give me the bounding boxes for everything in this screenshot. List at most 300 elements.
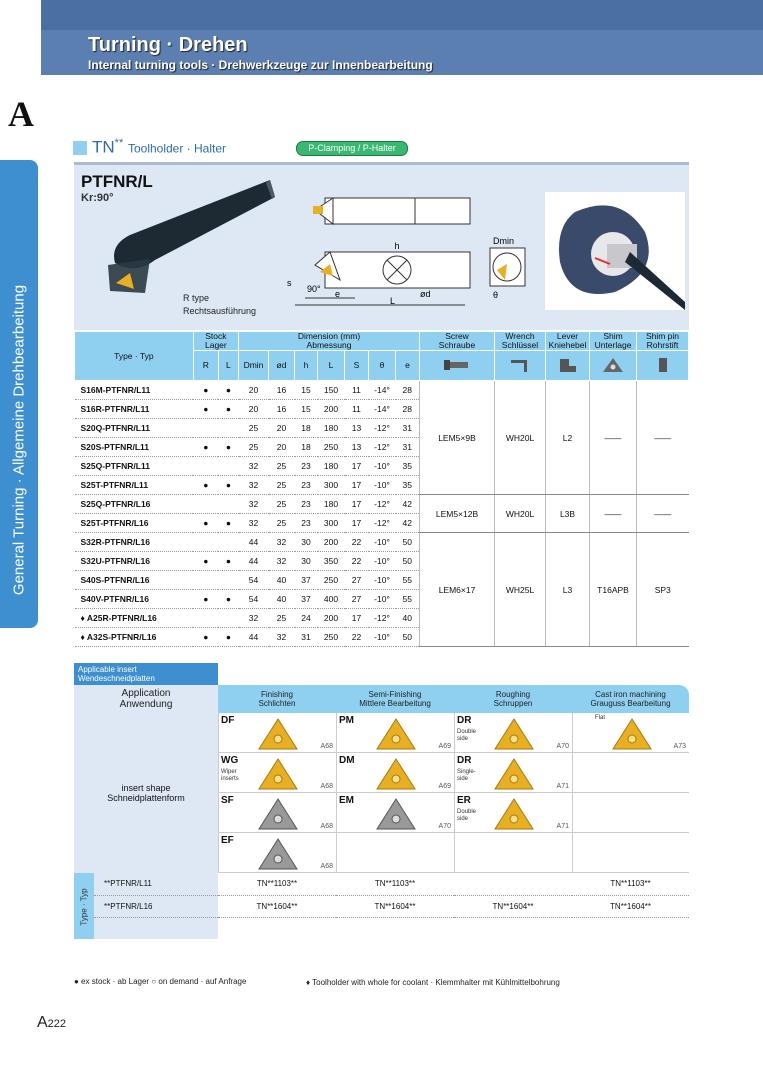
toolholder-label: Toolholder · Halter [127,141,227,156]
cell-dmin: 32 [239,476,269,495]
col-cast-de: Grauguss Bearbeitung [590,699,671,708]
type-row-name: **PTFNR/L16 [94,895,218,917]
cell-e: 42 [396,495,420,514]
cell-s: 22 [345,628,369,647]
group-wrench: WH20L [495,495,546,533]
cell-t: -12° [369,438,396,457]
label-od: ød [420,289,431,299]
label-e: e [335,289,341,299]
cell-r: ● [193,476,218,495]
toolholder-photo [100,175,275,300]
cell-h: 15 [295,400,318,419]
cell-s: 22 [345,533,369,552]
col-finishing [218,685,336,713]
cell-type: S32U-PTFNR/L16 [75,552,194,571]
insert-er-icon [493,797,535,831]
label-theta: θ [493,290,499,300]
cell-type: S20Q-PTFNR/L11 [75,419,194,438]
cell-r [193,419,218,438]
cell-s: 17 [345,514,369,533]
cell-l: ● [218,476,238,495]
specification-table [74,331,689,647]
insert-dr-double-code: DR [457,715,472,726]
cell-dmin: 20 [239,381,269,400]
cell-d: 16 [269,400,295,419]
cell-l: ● [218,590,238,609]
insert-flat[interactable] [572,713,689,753]
group-lever: L3 [546,533,590,647]
insert-dm[interactable] [336,753,454,793]
group-shim: —— [590,381,637,495]
header-length: L [318,351,345,381]
header-dmin: Dmin [239,351,269,381]
cell-L: 300 [318,514,345,533]
insert-dr-single-page: A71 [556,783,569,790]
kr-angle: Kr:90° [81,192,114,204]
insert-er-note [457,809,476,823]
type-cell: TN**1103** [218,873,336,895]
cell-type: S25Q-PTFNR/L16 [75,495,194,514]
empty-cell [572,753,689,793]
cell-l [218,571,238,590]
group-shim: T16APB [590,533,637,647]
col-cast-en: Cast iron machining [595,690,666,699]
insert-wg-code: WG [221,755,239,766]
cell-L: 300 [318,476,345,495]
insert-type-table [74,873,689,939]
cell-e: 35 [396,457,420,476]
cell-L: 200 [318,400,345,419]
cell-type: S32R-PTFNR/L16 [75,533,194,552]
header-lever-en: Lever [556,331,579,341]
insert-shape-label [74,713,218,873]
shape-label-en: insert shape [121,783,171,793]
cell-l: ● [218,514,238,533]
type-note-de: Rechtsausführung [183,306,257,316]
group-screw: LEM5×12B [420,495,495,533]
cell-h: 15 [295,381,318,400]
cell-t: -10° [369,552,396,571]
col-roughing [454,685,572,713]
header-lever [546,332,590,351]
cell-e: 50 [396,552,420,571]
cell-r: ● [193,514,218,533]
insert-sf-icon [257,797,299,831]
cell-type: S25T-PTFNR/L16 [75,514,194,533]
cell-h: 24 [295,609,318,628]
cell-type: S40S-PTFNR/L16 [75,571,194,590]
label-s: s [287,278,292,288]
group-pin: SP3 [637,533,689,647]
insert-pm-code: PM [339,715,354,726]
type-row-name: **PTFNR/L11 [94,873,218,895]
shape-label-de: Schneidplattenform [107,793,185,803]
cell-t: -10° [369,457,396,476]
shim-icon [590,351,637,381]
cell-L: 180 [318,419,345,438]
type-cell: TN**1604** [218,895,336,917]
insert-wg-note [221,769,239,783]
group-screw: LEM6×17 [420,533,495,647]
header-wrench-en: Wrench [505,331,535,341]
cell-l [218,419,238,438]
page-num: 222 [47,1018,67,1030]
insert-dr-single[interactable] [454,753,572,793]
cell-r: ● [193,400,218,419]
type-cell: TN**1103** [336,873,454,895]
insert-dm-icon [375,757,417,791]
cell-s: 17 [345,609,369,628]
header-wrench-de: Schlüssel [501,340,539,350]
cell-l: ● [218,438,238,457]
cell-h: 18 [295,419,318,438]
header-r: R [193,351,218,381]
cell-r: ● [193,381,218,400]
insert-pm-icon [375,717,417,751]
header-dimension-de: Abmessung [306,340,352,350]
lever-icon [546,351,590,381]
cell-r [193,533,218,552]
insert-dr-single-code: DR [457,755,472,766]
type-row-empty [218,917,689,939]
section-marker [73,141,87,155]
header-stock [193,332,238,351]
insert-pm[interactable] [336,713,454,753]
clamping-badge: P-Clamping / P-Halter [296,141,408,156]
badge-en: Applicable insert [78,665,137,674]
wg-note2: inserts [221,776,239,782]
cell-l: ● [218,552,238,571]
cell-L: 400 [318,590,345,609]
insert-wg[interactable] [218,753,336,793]
cell-d: 25 [269,495,295,514]
cell-h: 30 [295,533,318,552]
section-letter: A [8,94,34,134]
application-photo [545,192,685,310]
cell-dmin: 54 [239,571,269,590]
insert-dr-double-note [457,729,476,743]
header-od: ød [269,351,295,381]
wg-note1: Wiper [221,769,237,775]
empty-cell [572,833,689,873]
cell-d: 20 [269,419,295,438]
cell-dmin: 44 [239,533,269,552]
cell-type: S40V-PTFNR/L16 [75,590,194,609]
cell-type: S16M-PTFNR/L11 [75,381,194,400]
type-cell: TN**1604** [336,895,454,917]
page-number [37,1014,66,1032]
insert-em-page: A70 [438,823,451,830]
shim-pin-icon [637,351,689,381]
insert-ef[interactable] [218,833,336,873]
cell-e: 28 [396,381,420,400]
table-row [75,381,689,400]
cell-s: 17 [345,476,369,495]
cell-h: 30 [295,552,318,571]
type-cell: TN**1103** [572,873,689,895]
col-semi-finishing [336,685,454,713]
cell-s: 27 [345,571,369,590]
cell-t: -10° [369,571,396,590]
insert-dm-page: A69 [438,783,451,790]
insert-er-page: A71 [556,823,569,830]
header-s: S [345,351,369,381]
cell-r [193,457,218,476]
insert-sf-page: A68 [320,823,333,830]
cell-e: 31 [396,419,420,438]
cell-e: 50 [396,533,420,552]
cell-d: 32 [269,552,295,571]
cell-s: 11 [345,400,369,419]
header-band-dark [41,0,763,30]
header-shim-de: Unterlage [594,340,632,350]
insert-dm-code: DM [339,755,355,766]
tool-type-note [183,292,256,318]
cell-t: -14° [369,400,396,419]
cell-s: 11 [345,381,369,400]
label-dmin: Dmin [493,236,515,246]
header-dimension-en: Dimension (mm) [297,331,361,341]
label-h: h [394,241,400,251]
insert-dr-single-icon [493,757,535,791]
cell-t: -10° [369,628,396,647]
cell-d: 40 [269,590,295,609]
cell-type: S25T-PTFNR/L11 [75,476,194,495]
cell-l: ● [218,400,238,419]
insert-df-icon [257,717,299,751]
insert-em[interactable] [336,793,454,833]
insert-em-icon [375,797,417,831]
page-title: Turning · Drehen [88,34,248,56]
cell-r: ● [193,552,218,571]
cell-L: 200 [318,533,345,552]
group-lever: L2 [546,381,590,495]
insert-er[interactable] [454,793,572,833]
cell-e: 42 [396,514,420,533]
cell-L: 250 [318,571,345,590]
cell-l [218,533,238,552]
table-row [75,495,689,514]
cell-r [193,571,218,590]
cell-t: -10° [369,533,396,552]
toolholder-code: TN [92,137,115,157]
header-lever-de: Kniehebel [548,340,587,350]
cell-d: 32 [269,533,295,552]
header-theta: θ [369,351,396,381]
cell-s: 27 [345,590,369,609]
cell-l: ● [218,381,238,400]
toolholder-code-sup: ** [114,137,124,149]
cell-e: 31 [396,438,420,457]
col-finishing-en: Finishing [260,690,293,699]
header-e: e [396,351,420,381]
cell-dmin: 25 [239,419,269,438]
empty-cell [336,833,454,873]
cell-t: -12° [369,609,396,628]
header-h: h [295,351,318,381]
table-row [75,533,689,552]
cell-type: S16R-PTFNR/L11 [75,400,194,419]
label-angle: 90° [307,284,321,294]
header-dimension [239,332,420,351]
header-screw [420,332,495,351]
cell-dmin: 25 [239,438,269,457]
screw-icon [420,351,495,381]
cell-t: -12° [369,514,396,533]
insert-sf-code: SF [221,795,234,806]
cell-t: -12° [369,495,396,514]
toolholder-heading [92,137,226,158]
cell-h: 18 [295,438,318,457]
applicable-insert-badge [74,663,218,685]
header-shimpin [637,332,689,351]
insert-sf[interactable] [218,793,336,833]
insert-df[interactable] [218,713,336,753]
group-wrench: WH20L [495,381,546,495]
insert-ef-icon [257,837,299,871]
cell-d: 16 [269,381,295,400]
col-semi-de: Mittlere Bearbeitung [359,699,431,708]
header-shim [590,332,637,351]
cell-dmin: 44 [239,552,269,571]
type-vertical-label [74,873,94,939]
insert-df-code: DF [221,715,235,726]
er-note2: side [457,816,469,822]
label-L: L [390,296,396,306]
dr-single-note1: Single- [457,769,476,775]
header-stock-en: Stock [205,331,227,341]
cell-dmin: 32 [239,495,269,514]
cell-L: 350 [318,552,345,571]
cell-dmin: 44 [239,628,269,647]
header-type: Type · Typ [75,332,194,381]
cell-h: 23 [295,514,318,533]
header-screw-de: Schraube [438,340,476,350]
type-row-empty [94,917,218,939]
insert-df-page: A68 [320,743,333,750]
cell-e: 40 [396,609,420,628]
cell-L: 250 [318,628,345,647]
insert-dr-double[interactable] [454,713,572,753]
cell-s: 17 [345,495,369,514]
group-pin: —— [637,381,689,495]
cell-type: S25Q-PTFNR/L11 [75,457,194,476]
cell-h: 31 [295,628,318,647]
col-roughing-en: Roughing [495,690,531,699]
insert-dr-double-page: A70 [556,743,569,750]
insert-flat-icon [611,717,653,751]
type-note-en: R type [183,293,210,303]
page-prefix: A [37,1014,48,1031]
insert-flat-page: A73 [673,743,686,750]
cell-h: 37 [295,590,318,609]
cell-d: 40 [269,571,295,590]
cell-r [193,495,218,514]
cell-h: 37 [295,571,318,590]
type-vertical-text: Type · Typ [79,888,89,926]
tool-name: PTFNR/L [81,172,153,191]
col-semi-en: Semi-Finishing [368,690,422,699]
empty-cell [454,833,572,873]
dr-double-note1: Double [457,729,477,735]
cell-d: 25 [269,457,295,476]
wrench-icon [495,351,546,381]
insert-er-code: ER [457,795,471,806]
cell-dmin: 32 [239,514,269,533]
col-cast-iron [572,685,689,713]
application-label [74,685,218,713]
cell-L: 180 [318,495,345,514]
cell-L: 180 [318,457,345,476]
cell-t: -10° [369,476,396,495]
header-shim-en: Shim [603,331,623,341]
cell-dmin: 32 [239,609,269,628]
cell-e: 55 [396,571,420,590]
header-stock-de: Lager [205,340,227,350]
er-note1: Double [457,809,477,815]
insert-dr-single-note [457,769,476,783]
header-l: L [218,351,238,381]
cell-L: 150 [318,381,345,400]
insert-dr-double-icon [493,717,535,751]
group-screw: LEM5×9B [420,381,495,495]
cell-dmin: 54 [239,590,269,609]
cell-s: 17 [345,457,369,476]
cell-type: S20S-PTFNR/L11 [75,438,194,457]
dr-single-note2: side [457,776,469,782]
dr-double-note2: side [457,736,469,742]
group-shim: —— [590,495,637,533]
cell-h: 23 [295,457,318,476]
page-subtitle: Internal turning tools · Drehwerkzeuge zur Innenbearbeitung [88,58,433,72]
cell-d: 25 [269,476,295,495]
stock-legend: ● ex stock · ab Lager ○ on demand · auf Anfrage [74,977,247,986]
insert-em-code: EM [339,795,354,806]
sidebar-label: General Turning · Allgemeine Drehbearbeitung [10,284,28,596]
cell-d: 25 [269,514,295,533]
insert-pm-page: A69 [438,743,451,750]
cell-h: 23 [295,495,318,514]
cell-l: ● [218,628,238,647]
type-cell [454,873,572,895]
cell-dmin: 32 [239,457,269,476]
technical-drawing [285,180,535,310]
insert-flat-note: Flat [595,715,606,721]
group-pin: —— [637,495,689,533]
cell-dmin: 20 [239,400,269,419]
cell-e: 35 [396,476,420,495]
type-cell: TN**1604** [572,895,689,917]
insert-ef-code: EF [221,835,234,846]
cell-l [218,609,238,628]
cell-t: -14° [369,381,396,400]
cell-type: ♦ A32S-PTFNR/L16 [75,628,194,647]
cell-l [218,495,238,514]
coolant-legend: ♦ Toolholder with whole for coolant · Klemmhalter mit Kühlmittelbohrung [306,978,560,987]
cell-e: 50 [396,628,420,647]
cell-e: 28 [396,400,420,419]
cell-r: ● [193,590,218,609]
cell-t: -12° [369,419,396,438]
col-roughing-de: Schruppen [493,699,533,708]
col-finishing-de: Schlichten [258,699,296,708]
type-cell: TN**1604** [454,895,572,917]
cell-t: -10° [369,590,396,609]
cell-s: 13 [345,419,369,438]
header-shimpin-de: Rohrstift [646,340,679,350]
cell-s: 13 [345,438,369,457]
empty-cell [572,793,689,833]
